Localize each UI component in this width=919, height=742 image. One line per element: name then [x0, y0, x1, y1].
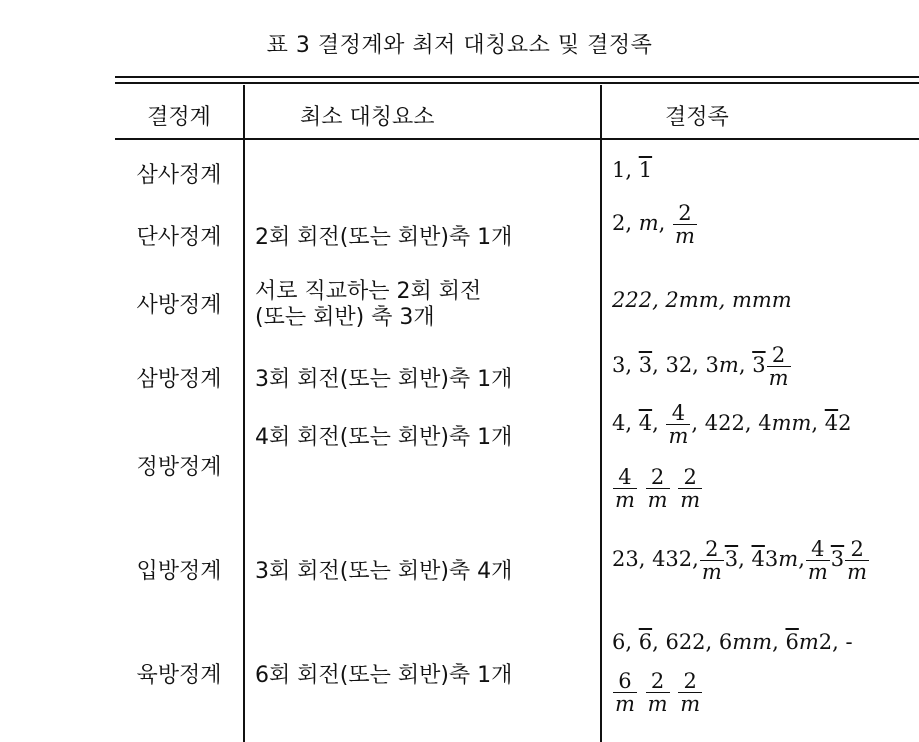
row-symmetry-cubic: 3회 회전(또는 회반)축 4개 — [255, 559, 513, 584]
row-symmetry-tetragonal: 4회 회전(또는 회반)축 1개 — [255, 425, 513, 450]
row-system-hexagonal: 육방정계 — [136, 663, 222, 688]
row-classes-trigonal: 3, 3, 32, 3m, 3 $\frac{2}{m}$ — [612, 343, 789, 391]
row-classes-hexagonal-line2 — [612, 670, 703, 715]
header-system: 결정계 — [147, 105, 211, 130]
row-classes-tetragonal-line1: 4, 4, $\frac{4}{m}$ , 422, 4mm, 42 — [612, 401, 852, 449]
row-symmetry-orthorhombic-line1: 서로 직교하는 2회 회전 — [255, 279, 482, 304]
row-classes-monoclinic: 2, m, $\frac{2}{m}$ — [612, 201, 695, 249]
fraction: $\frac{2}{m}$ — [768, 343, 789, 391]
column-divider-2 — [600, 85, 602, 742]
table-caption: 표 3 결정계와 최저 대칭요소 및 결정족 — [266, 33, 653, 58]
fraction: $\frac{2}{m}$ — [680, 669, 701, 717]
fraction: $\frac{4}{m}$ — [615, 465, 635, 513]
fraction: $\frac{2}{m}$ — [647, 465, 668, 513]
fraction: $\frac{2}{m}$ — [675, 201, 695, 249]
header-rule — [115, 138, 919, 140]
row-system-trigonal: 삼방정계 — [136, 367, 222, 392]
row-classes-cubic: 23, 432, $\frac{2}{m}$ 3, 43m, $\frac{4}{m}$ 3 $\frac{2}{m}$ — [612, 537, 868, 585]
column-divider-1 — [243, 85, 245, 742]
row-classes-triclinic: 1, 1 — [612, 158, 653, 182]
fraction: $\frac{2}{m}$ — [847, 537, 868, 585]
fraction: $\frac{2}{m}$ — [647, 669, 668, 717]
row-symmetry-orthorhombic-line2: (또는 회반) 축 3개 — [255, 305, 435, 330]
table-top-rule-inner — [115, 82, 919, 84]
row-classes-tetragonal-line2 — [612, 466, 703, 511]
row-system-tetragonal: 정방정계 — [136, 455, 222, 480]
row-symmetry-monoclinic: 2회 회전(또는 회반)축 1개 — [255, 225, 513, 250]
row-system-monoclinic: 단사정계 — [136, 225, 222, 250]
table-top-rule — [115, 76, 919, 78]
row-classes-hexagonal-line1: 6, 6, 622, 6mm, 6m2, - — [612, 630, 853, 654]
row-system-orthorhombic: 사방정계 — [136, 293, 222, 318]
row-system-cubic: 입방정계 — [136, 559, 222, 584]
header-symmetry: 최소 대칭요소 — [300, 105, 435, 130]
row-symmetry-trigonal: 3회 회전(또는 회반)축 1개 — [255, 367, 513, 392]
fraction: $\frac{6}{m}$ — [615, 669, 635, 717]
fraction: $\frac{2}{m}$ — [680, 465, 701, 513]
fraction: $\frac{4}{m}$ — [668, 401, 689, 449]
fraction: $\frac{4}{m}$ — [807, 537, 828, 585]
fraction: $\frac{2}{m}$ — [701, 537, 722, 585]
row-symmetry-hexagonal: 6회 회전(또는 회반)축 1개 — [255, 663, 513, 688]
header-classes: 결정족 — [665, 105, 729, 130]
row-classes-orthorhombic: 222, 2mm, mmm — [612, 288, 792, 312]
row-system-triclinic: 삼사정계 — [136, 163, 222, 188]
